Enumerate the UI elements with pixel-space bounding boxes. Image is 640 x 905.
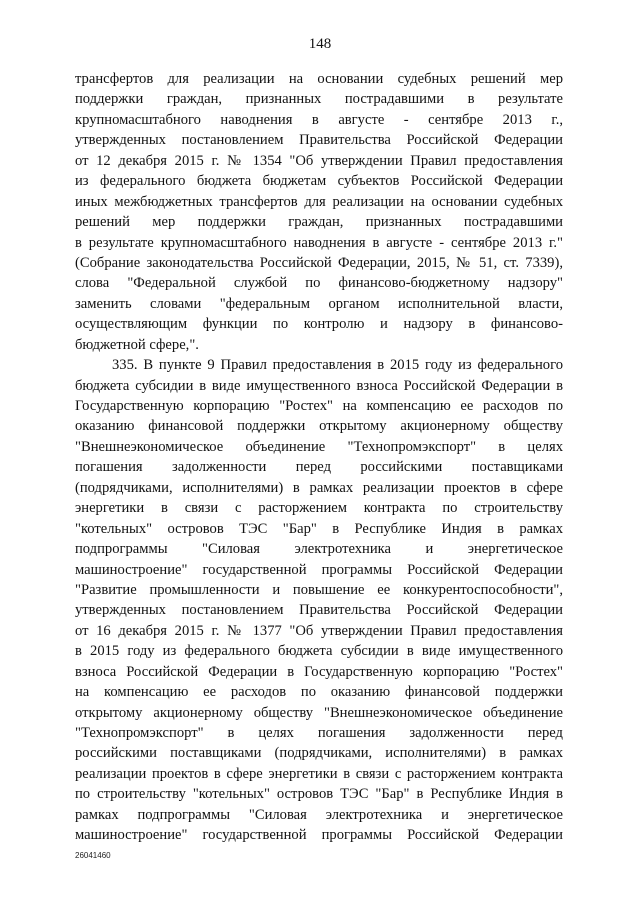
text-line: 335. В пункте 9 Правил предоставления в 2015 году из федерального <box>112 357 563 374</box>
text-line: утвержденных постановлением Правительства Российской Федерации <box>75 132 563 149</box>
text-line: российскими поставщиками (подрядчиками, исполнителями) в рамках <box>75 745 563 762</box>
text-line: от 16 декабря 2015 г. № 1377 "Об утверждении Правил предоставления <box>75 622 563 639</box>
text-line: Государственную корпорацию "Ростех" на компенсацию ее расходов по <box>75 398 563 414</box>
text-line: заменить словами "федеральным органом исполнительной власти, <box>75 295 563 312</box>
text-line: (Собрание законодательства Российской Федерации, 2015, № 51, ст. 7339), <box>75 254 563 271</box>
text-line: из федерального бюджета бюджетам субъектов Российской Федерации <box>75 173 563 190</box>
text-line: поддержки граждан, признанных пострадавшими в результате <box>75 91 563 108</box>
text-line: слова "Федеральной службой по финансово-бюджетному надзору" <box>75 275 563 292</box>
text-line: утвержденных постановлением Правительства Российской Федерации <box>75 602 563 619</box>
text-line: "Развитие промышленности и повышение ее конкурентоспособности", <box>75 581 563 598</box>
text-line: "котельных" островов ТЭС "Бар" в Республике Индия в рамках <box>75 520 563 537</box>
text-line: машиностроение" государственной программы Российской Федерации <box>75 561 563 578</box>
text-line: бюджетной сфере,". <box>75 336 199 353</box>
text-line: иных межбюджетных трансфертов для реализации на основании судебных <box>75 193 563 210</box>
document-body <box>75 69 563 846</box>
text-line: открытому акционерному обществу "Внешнеэкономическое объединение <box>75 704 563 721</box>
document-code: 26041460 <box>75 851 111 860</box>
text-line: реализации проектов в сфере энергетики в связи с расторжением контракта <box>75 765 563 782</box>
text-line: осуществляющим функции по контролю и надзору в финансово- <box>75 316 563 333</box>
text-line: погашения задолженности перед российскими поставщиками <box>75 459 563 476</box>
text-line: крупномасштабного наводнения в августе - сентябре 2013 г., <box>75 111 563 128</box>
text-line: подпрограммы "Силовая электротехника и энергетическое <box>75 541 563 558</box>
text-line: "Внешнеэкономическое объединение "Технопромэкспорт" в целях <box>75 438 563 455</box>
text-line: в результате крупномасштабного наводнения в августе - сентябре 2013 г." <box>75 234 563 251</box>
text-line: "Технопромэкспорт" в целях погашения задолженности перед <box>75 725 563 741</box>
text-line: машиностроение" государственной программы Российской Федерации <box>75 827 563 844</box>
text-line: по строительству "котельных" островов ТЭС "Бар" в Республике Индия в <box>75 786 563 803</box>
text-line: бюджета субсидии в виде имущественного взноса Российской Федерации в <box>75 377 563 394</box>
text-line: трансфертов для реализации на основании судебных решений мер <box>75 71 563 87</box>
text-line: взноса Российской Федерации в Государственную корпорацию "Ростех" <box>75 663 563 680</box>
page-number: 148 <box>308 36 332 52</box>
text-line: рамках подпрограммы "Силовая электротехника и энергетическое <box>75 806 563 823</box>
text-line: оказанию финансовой поддержки открытому акционерному обществу <box>75 418 563 435</box>
text-line: на компенсацию ее расходов по оказанию финансовой поддержки <box>75 684 563 701</box>
text-line: (подрядчиками, исполнителями) в рамках реализации проектов в сфере <box>75 479 563 496</box>
text-line: в 2015 году из федерального бюджета субсидии в виде имущественного <box>75 643 563 660</box>
text-line: от 12 декабря 2015 г. № 1354 "Об утверждении Правил предоставления <box>75 152 563 169</box>
text-line: энергетики в связи с расторжением контракта по строительству <box>75 500 563 517</box>
text-line: решений мер поддержки граждан, признанных пострадавшими <box>75 214 563 231</box>
